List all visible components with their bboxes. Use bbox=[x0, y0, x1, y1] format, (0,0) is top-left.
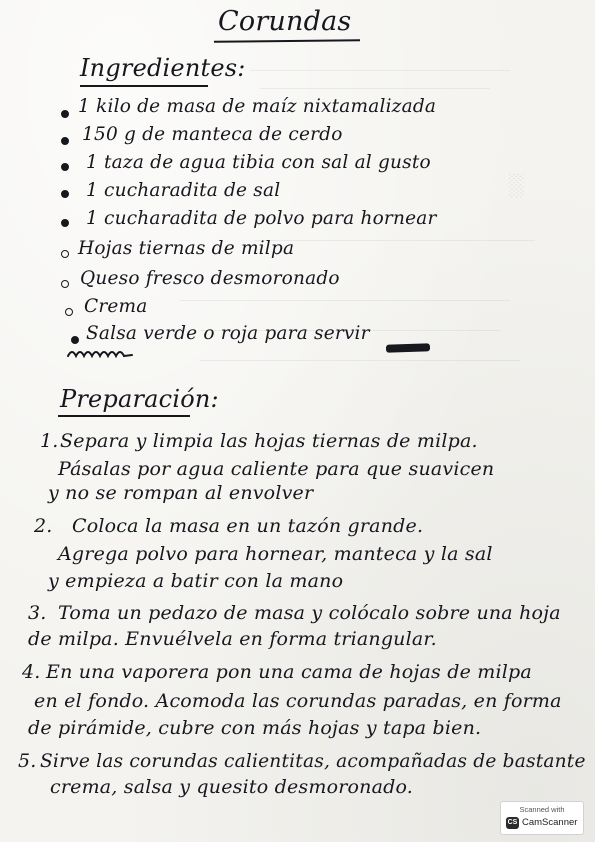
step-line: Coloca la masa en un tazón grande. bbox=[72, 515, 424, 537]
step-number: 3. bbox=[28, 602, 47, 624]
list-bullet bbox=[61, 280, 69, 288]
list-bullet bbox=[61, 163, 69, 171]
ingredient-item: Crema bbox=[84, 296, 148, 317]
bleed-through-line bbox=[200, 360, 520, 361]
scribble-mark bbox=[386, 343, 430, 353]
ingredient-item: 1 kilo de masa de maíz nixtamalizada bbox=[78, 96, 437, 117]
bleed-through-line bbox=[260, 88, 490, 89]
ingredient-item: 1 cucharadita de sal bbox=[86, 180, 281, 201]
step-line: Pásalas por agua caliente para que suavicen bbox=[58, 458, 495, 480]
step-number: 1. bbox=[40, 430, 59, 452]
step-line: En una vaporera pon una cama de hojas de milpa bbox=[46, 661, 532, 683]
title-underline bbox=[214, 39, 360, 43]
bleed-through-line bbox=[255, 240, 535, 241]
ingredient-item: 150 g de manteca de cerdo bbox=[82, 124, 343, 145]
ingredient-item: Hojas tiernas de milpa bbox=[78, 238, 295, 259]
watermark-caption: Scanned with bbox=[519, 805, 565, 814]
step-line: de milpa. Envuélvela en forma triangular. bbox=[28, 628, 437, 650]
step-number: 5. bbox=[18, 750, 37, 772]
page-title: Corundas bbox=[218, 6, 352, 37]
heading-underline bbox=[80, 85, 208, 87]
ingredient-item: 1 taza de agua tibia con sal al gusto bbox=[86, 152, 431, 173]
list-bullet bbox=[61, 110, 69, 118]
step-line: Sirve las corundas calientitas, acompañadas de bastante bbox=[40, 750, 586, 772]
bleed-through-line bbox=[250, 70, 510, 71]
list-bullet bbox=[65, 308, 73, 316]
list-bullet bbox=[71, 336, 79, 344]
step-line: y empieza a batir con la mano bbox=[48, 570, 344, 592]
camscanner-logo-icon: CS bbox=[506, 817, 519, 829]
step-line: de pirámide, cubre con más hojas y tapa bien. bbox=[28, 717, 482, 739]
list-bullet bbox=[61, 190, 69, 198]
watermark-brand: CamScanner bbox=[522, 817, 578, 828]
step-line: en el fondo. Acomoda las corundas paradas, en forma bbox=[34, 690, 562, 712]
squiggle-mark bbox=[66, 346, 136, 362]
ingredients-heading: Ingredientes: bbox=[80, 54, 246, 82]
camscanner-watermark bbox=[500, 801, 584, 835]
bleed-through-mark: ░ bbox=[508, 172, 524, 197]
list-bullet bbox=[61, 137, 69, 145]
step-line: Toma un pedazo de masa y colócalo sobre una hoja bbox=[58, 602, 561, 624]
bleed-through-line bbox=[180, 300, 510, 301]
ingredient-item: Queso fresco desmoronado bbox=[80, 268, 340, 289]
step-line: Separa y limpia las hojas tiernas de milpa. bbox=[60, 430, 478, 452]
step-line: Agrega polvo para hornear, manteca y la sal bbox=[58, 543, 493, 565]
list-bullet bbox=[61, 219, 69, 227]
heading-underline bbox=[58, 415, 190, 417]
preparation-heading: Preparación: bbox=[60, 385, 219, 413]
step-number: 4. bbox=[22, 661, 41, 683]
ingredient-item: 1 cucharadita de polvo para hornear bbox=[86, 208, 437, 229]
step-line: crema, salsa y quesito desmoronado. bbox=[50, 776, 414, 798]
ingredient-item: Salsa verde o roja para servir bbox=[86, 323, 370, 344]
list-bullet bbox=[61, 250, 69, 258]
step-line: y no se rompan al envolver bbox=[48, 482, 314, 504]
step-number: 2. bbox=[34, 515, 53, 537]
